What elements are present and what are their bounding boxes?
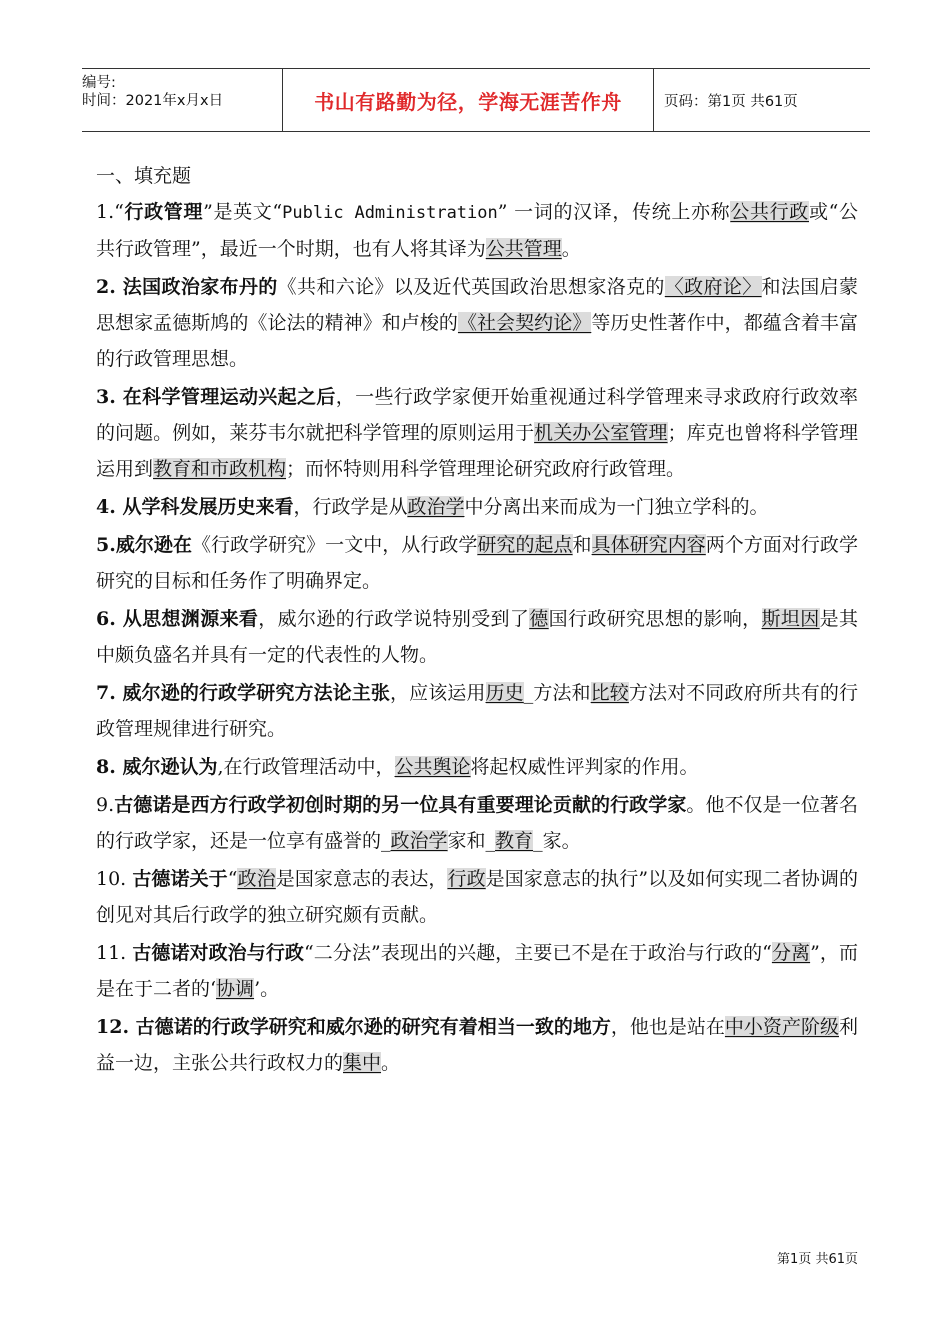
answer: 教育 — [495, 830, 534, 852]
answer: 行政 — [447, 868, 486, 890]
question-5: 5.威尔逊在《行政学研究》一文中，从行政学研究的起点和具体研究内容两个方面对行政学研究的目标和任务作了明确界定。 — [96, 534, 858, 592]
answer: 研究的起点 — [477, 534, 573, 556]
answer: 中小资产阶级 — [724, 1016, 839, 1038]
answer: 机关办公室管理 — [534, 422, 668, 444]
date-label: 时间：2021年x月x日 — [82, 93, 224, 109]
question-4: 4. 从学科发展历史来看，行政学是从政治学中分离出来而成为一门独立学科的。 — [96, 496, 769, 518]
answer: 教育和市政机构 — [153, 458, 287, 480]
section-title: 一、填充题 — [96, 165, 192, 187]
answer: 集中 — [343, 1052, 382, 1074]
answer: 历史 — [485, 682, 524, 704]
answer: 〈政府论〉 — [664, 276, 762, 298]
question-1: 1.“行政管理”是英文“Public Administration” 一词的汉译，传统上亦称公共行政或“公共行政管理”，最近一个时期，也有人将其译为公共管理。 — [96, 201, 858, 260]
number-label: 编号: — [82, 75, 116, 91]
header-motto: 书山有路勤为径，学海无涯苦作舟 — [282, 69, 654, 131]
answer: 比较 — [590, 682, 629, 704]
page-header — [82, 68, 870, 132]
question-8: 8. 威尔逊认为,在行政管理活动中，公共舆论将起权威性评判家的作用。 — [96, 756, 699, 778]
header-page-info: 页码：第1页 共61页 — [664, 93, 798, 110]
question-3: 3. 在科学管理运动兴起之后，一些行政学家便开始重视通过科学管理来寻求政府行政效率的问题。例如，莱芬韦尔就把科学管理的原则运用于机关办公室管理；库克也曾将科学管理运用到教育和市政机构；而怀特则用科学管理理论研究政府行政管理。 — [96, 386, 858, 480]
answer: 政治学 — [390, 830, 448, 852]
answer: 公共管理 — [485, 238, 562, 260]
answer: 德 — [529, 608, 549, 630]
question-2: 2. 法国政治家布丹的《共和六论》以及近代英国政治思想家洛克的〈政府论〉和法国启蒙思想家孟德斯鸠的《论法的精神》和卢梭的《社会契约论》等历史性著作中，都蕴含着丰富的行政管理思想。 — [96, 276, 858, 370]
header-meta — [82, 69, 282, 131]
answer: 具体研究内容 — [591, 534, 706, 556]
answer: 政治学 — [407, 496, 465, 518]
answer: 公共舆论 — [394, 756, 471, 778]
question-10: 10. 古德诺关于“政治是国家意志的表达，行政是国家意志的执行”以及如何实现二者协调的创见对其后行政学的独立研究颇有贡献。 — [96, 868, 858, 926]
answer: 政治 — [237, 868, 276, 890]
question-12: 12. 古德诺的行政学研究和威尔逊的研究有着相当一致的地方，他也是站在中小资产阶级利益一边，主张公共行政权力的集中。 — [96, 1016, 858, 1074]
page-footer: 第1页 共61页 — [777, 1252, 858, 1267]
question-11: 11. 古德诺对政治与行政“二分法”表现出的兴趣，主要已不是在于政治与行政的“分离”，而是在于二者的‘协调’。 — [96, 942, 858, 1000]
answer: 斯坦因 — [761, 608, 820, 630]
answer: 公共行政 — [730, 201, 809, 223]
question-6: 6. 从思想渊源来看，威尔逊的行政学说特别受到了德国行政研究思想的影响，斯坦因是其中颇负盛名并具有一定的代表性的人物。 — [96, 608, 858, 666]
answer: 分离 — [771, 942, 811, 964]
answer: 协调 — [216, 978, 255, 1000]
question-7: 7. 威尔逊的行政学研究方法论主张，应该运用历史_方法和比较方法对不同政府所共有的行政管理规律进行研究。 — [96, 682, 858, 740]
document-body — [96, 158, 858, 1081]
answer: 《社会契约论》 — [457, 312, 592, 334]
question-9: 9.古德诺是西方行政学初创时期的另一位具有重要理论贡献的行政学家。他不仅是一位著名的行政学家，还是一位享有盛誉的_政治学家和_教育_家。 — [96, 794, 858, 852]
